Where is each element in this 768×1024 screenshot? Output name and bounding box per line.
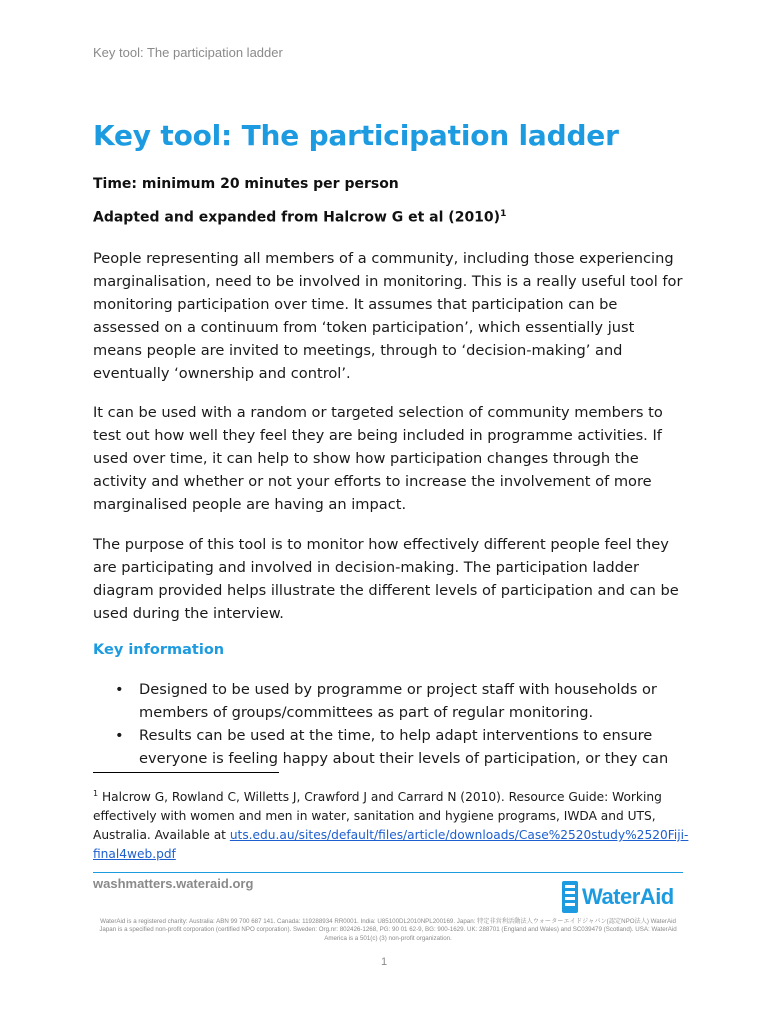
key-information-list — [93, 678, 683, 770]
key-information-heading: Key information — [93, 642, 225, 658]
list-item — [93, 724, 683, 770]
footer-divider — [93, 872, 683, 873]
wateraid-drop-icon — [562, 881, 578, 913]
footnote-link[interactable]: uts.edu.au/sites/default/files/article/downloads/Case%2520study%2520Fiji- final4web.pdf — [93, 828, 689, 862]
usage-paragraph: It can be used with a random or targeted selection of community members to test out how well they feel they are being included in programme activities. If used over time, it can help to show how participation changes through the activity and whether or not your efforts to increase the involvement of more marginalised people are having an impact. — [93, 404, 663, 513]
footnote-divider — [93, 772, 279, 773]
intro-paragraph: People representing all members of a community, including those experiencing marginalisation, need to be involved in monitoring. This is a really useful tool for monitoring participation over time. It assumes that participation can be assessed on a continuum from ‘token participation’, which essentially just means people are invited to meetings, through to ‘decision-making’ and eventually ‘ownership and control’. — [93, 250, 683, 382]
footer-website[interactable]: washmatters.wateraid.org — [93, 876, 254, 891]
purpose-paragraph: The purpose of this tool is to monitor how effectively different people feel they are participating and involved in decision-making. The participation ladder diagram provided helps illustrate the different levels of participation and can be used during the interview. — [93, 536, 679, 622]
bullet-icon: • — [115, 727, 124, 744]
footnote-mark: 1 — [93, 789, 99, 798]
wateraid-logo — [562, 880, 682, 914]
logo-wordmark: WaterAid — [582, 884, 674, 909]
legal-notice: WaterAid is a registered charity: Australia: ABN 99 700 687 141. Canada: 119288934 RR0001. India: U85100DL2010NPL200169. Japan: 特定非営利活動法人ウォーターエイドジャパン(認定NPO法人) WaterAid Japan is a specified non-profit corporation (certified NPO corporation). Sweden: Org.nr: 802426-1268, PG: 90 01 62-9, BG: 900-1629. UK: 288701 (England and Wales) and SC039479 (Scotland). USA: WaterAid America is a 501(c) (3) non-profit organization. — [99, 918, 677, 942]
page-title: Key tool: The participation ladder — [93, 119, 619, 152]
footnote-reference[interactable]: 1 — [500, 209, 507, 219]
source-text: Adapted and expanded from Halcrow G et al (2010) — [93, 209, 501, 226]
page-number: 1 — [380, 956, 388, 968]
footnote-text: Halcrow G, Rowland C, Willetts J, Crawford J and Carrard N (2010). Resource Guide: Working effectively with women and men in water, sanitation and hygiene programs, IWDA and UTS, Australia. Available at — [93, 790, 662, 843]
bullet-icon: • — [115, 681, 124, 698]
running-header: Key tool: The participation ladder — [93, 45, 283, 60]
list-item-text: Results can be used at the time, to help adapt interventions to ensure everyone is feeling happy about their levels of participation, or they can — [139, 727, 669, 767]
list-item — [93, 678, 683, 724]
time-requirement: Time: minimum 20 minutes per person — [93, 176, 399, 192]
footnote — [93, 784, 693, 864]
source-line — [93, 209, 506, 226]
list-item-text: Designed to be used by programme or project staff with households or members of groups/committees as part of regular monitoring. — [139, 681, 657, 721]
